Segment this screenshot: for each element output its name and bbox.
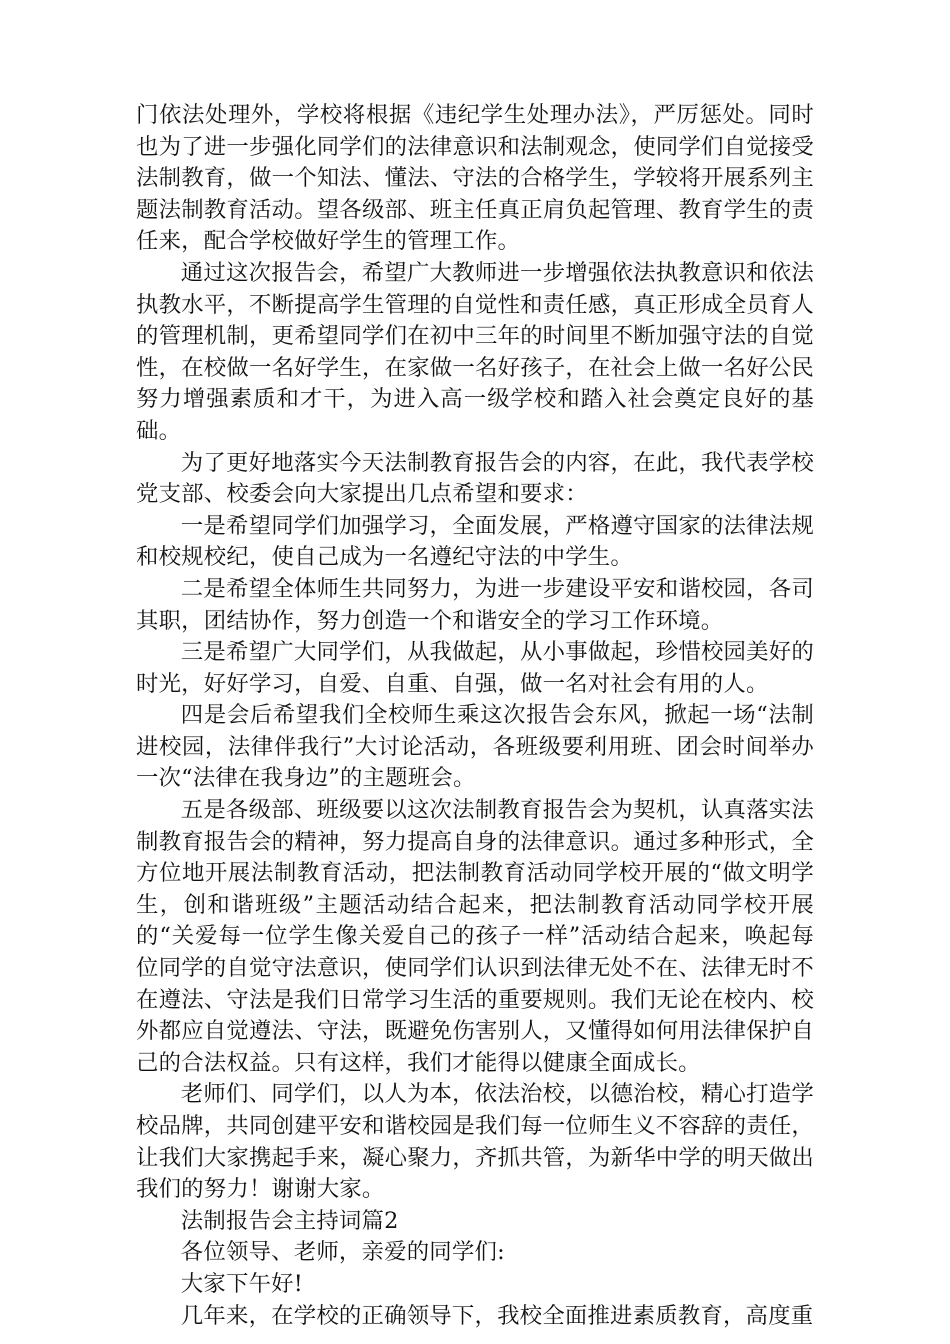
salutation: 各位领导、老师，亲爱的同学们: — [180, 1239, 505, 1266]
paragraph-last: 几年来，在学校的正确领导下，我校全面推进素质教育，高度重 — [180, 1302, 814, 1329]
paragraph-3: 为了更好地落实今天法制教育报告会的内容，在此，我代表学校党支部、校委会向大家提出几点希望和要求： — [136, 449, 814, 508]
paragraph-2: 通过这次报告会，希望广大教师进一步增强依法执教意识和依法执教水平，不断提高学生管理的自觉性和责任感，真正形成全员育人的管理机制，更希望同学们在初中三年的时间里不断加强守法的自觉性，在校做一名好学生，在家做一名好孩子，在社会上做一名好公民努力增强素质和才干，为进入高一级学校和踏入社会奠定良好的基础。 — [136, 259, 814, 444]
paragraph-6: 三是希望广大同学们，从我做起，从小事做起，珍惜校园美好的时光，好好学习，自爱、自重、自强，做一名对社会有用的人。 — [136, 639, 814, 697]
paragraph-4: 一是希望同学们加强学习，全面发展，严格遵守国家的法律法规和校规校纪，使自己成为一名遵纪守法的中学生。 — [136, 512, 814, 571]
paragraph-7: 四是会后希望我们全校师生乘这次报告会东风，掀起一场“法制进校园，法律伴我行”大讨论活动，各班级要利用班、团会时间举办一次“法律在我身边”的主题班会。 — [136, 702, 814, 792]
paragraph-5: 二是希望全体师生共同努力，为进一步建设平安和谐校园，各司其职，团结协作，努力创造一个和谐安全的学习工作环境。 — [136, 575, 814, 634]
paragraph-9: 老师们、同学们，以人为本，依法治校，以德治校，精心打造学校品牌，共同创建平安和谐校园是我们每一位师生义不容辞的责任，让我们大家携起手来，凝心聚力，齐抓共管，为新华中学的明天做出我们的努力！谢谢大家。 — [136, 1081, 814, 1203]
paragraph-1: 门依法处理外，学校将根据《违纪学生处理办法》，严厉惩处。同时也为了进一步强化同学们的法律意识和法制观念，使同学们自觉接受法制教育，做一个知法、懂法、守法的合格学生，学较将开展系列主题法制教育活动。望各级部、班主任真正肩负起管理、教育学生的责任来，配合学校做好学生的管理工作。 — [136, 102, 814, 255]
document-body — [136, 100, 814, 1332]
greeting: 大家下午好! — [180, 1270, 303, 1297]
paragraph-8: 五是各级部、班级要以这次法制教育报告会为契机，认真落实法制教育报告会的精神，努力提高自身的法律意识。通过多种形式，全方位地开展法制教育活动，把法制教育活动同学校开展的“做文明学生，创和谐班级”主题活动结合起来，把法制教育活动同学校开展的“关爱每一位学生像关爱自己的孩子一样”活动结合起来，唤起每位同学的自觉守法意识，使同学们认识到法律无处不在、法律无时不在遵法、守法是我们日常学习生活的重要规则。我们无论在校内、校外都应自觉遵法、守法，既避免伤害别人，又懂得如何用法律保护自己的合法权益。只有这样，我们才能得以健康全面成长。 — [136, 797, 814, 1076]
section-heading: 法制报告会主持词篇2 — [180, 1207, 399, 1234]
